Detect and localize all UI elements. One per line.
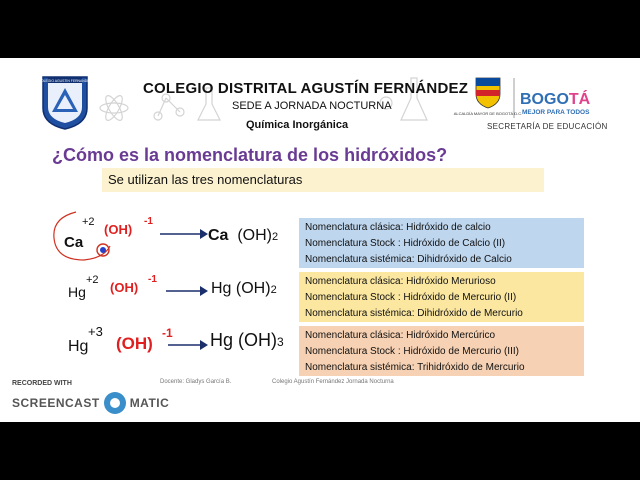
- nomenclature-box-calcium: [299, 218, 584, 268]
- reaction-3-hydroxide-charge: -1: [162, 326, 173, 340]
- reaction-1-hydroxide-charge: -1: [144, 216, 153, 227]
- reaction-1-charge: +2: [82, 216, 95, 228]
- reaction-2-hydroxide: (OH): [110, 280, 139, 295]
- systematic-name: Nomenclatura sistémica: Dihidróxido de Calcio: [305, 254, 512, 265]
- slide-note: Se utilizan las tres nomenclaturas: [102, 168, 544, 192]
- reaction-3-arrow: [168, 339, 208, 351]
- svg-text:ALCALDÍA MAYOR DE BOGOTÁ D.C.: ALCALDÍA MAYOR DE BOGOTÁ D.C.: [453, 111, 523, 116]
- reaction-2-charge: +2: [86, 274, 99, 286]
- reaction-2-hydroxide-charge: -1: [148, 274, 157, 285]
- reaction-1-hydroxide: (OH): [104, 222, 133, 237]
- sede-label: SEDE A JORNADA NOCTURNA: [232, 100, 392, 112]
- svg-text:MEJOR PARA TODOS: MEJOR PARA TODOS: [522, 109, 590, 116]
- school-name: COLEGIO DISTRITAL AGUSTÍN FERNÁNDEZ: [143, 80, 469, 97]
- slide-question: ¿Cómo es la nomenclatura de los hidróxidos?: [52, 145, 448, 165]
- reaction-1-metal: Ca: [64, 234, 84, 251]
- reaction-2-arrow: [166, 285, 208, 297]
- screencast-logo-icon: [104, 392, 126, 414]
- reaction-1-product: Ca (OH)2: [208, 227, 279, 244]
- stock-name: Nomenclatura Stock : Hidróxido de Mercurio (III): [305, 346, 519, 357]
- systematic-name: Nomenclatura sistémica: Dihidróxido de Mercurio: [305, 308, 523, 319]
- classic-name: Nomenclatura clásica: Hidróxido Mercúrico: [305, 330, 496, 341]
- classic-name: Nomenclatura clásica: Hidróxido Merurioso: [305, 276, 496, 287]
- secretaria-label: SECRETARÍA DE EDUCACIÓN: [487, 122, 608, 131]
- school-crest-logo: [40, 74, 90, 130]
- recorded-with-label: RECORDED WITH: [12, 380, 72, 387]
- screencast-brand-left: SCREENCAST: [12, 396, 100, 410]
- stock-name: Nomenclatura Stock : Hidróxido de Mercurio (II): [305, 292, 517, 303]
- reaction-3-metal: Hg: [68, 338, 89, 355]
- screencast-brand-right: MATIC: [129, 396, 170, 410]
- svg-text:COLEGIO AGUSTIN FERNANDEZ: COLEGIO AGUSTIN FERNANDEZ: [38, 79, 92, 83]
- classic-name: Nomenclatura clásica: Hidróxido de calcio: [305, 222, 491, 233]
- systematic-name: Nomenclatura sistémica: Trihidróxido de Mercurio: [305, 362, 525, 373]
- subject-label: Química Inorgánica: [246, 119, 349, 131]
- reaction-2-metal: Hg: [68, 284, 86, 300]
- footer-school: Colegio Agustín Fernández Jornada Nocturna: [272, 379, 394, 385]
- stock-name: Nomenclatura Stock : Hidróxido de Calcio (II): [305, 238, 506, 249]
- nomenclature-box-mercury-iii: [299, 326, 584, 376]
- footer-teacher: Docente: Gladys García B.: [160, 379, 232, 385]
- screencast-o-matic-watermark: [12, 389, 169, 417]
- svg-text:BOGOTÁ: BOGOTÁ: [520, 91, 591, 108]
- reaction-3-hydroxide: (OH): [116, 334, 153, 353]
- reaction-3-charge: +3: [88, 324, 103, 339]
- presentation-slide: [0, 58, 640, 422]
- reaction-1-arrow: [160, 228, 208, 240]
- reaction-3-product: Hg (OH)3: [210, 330, 284, 350]
- nomenclature-box-mercury-ii: [299, 272, 584, 322]
- reaction-2-product: Hg (OH)2: [211, 280, 277, 297]
